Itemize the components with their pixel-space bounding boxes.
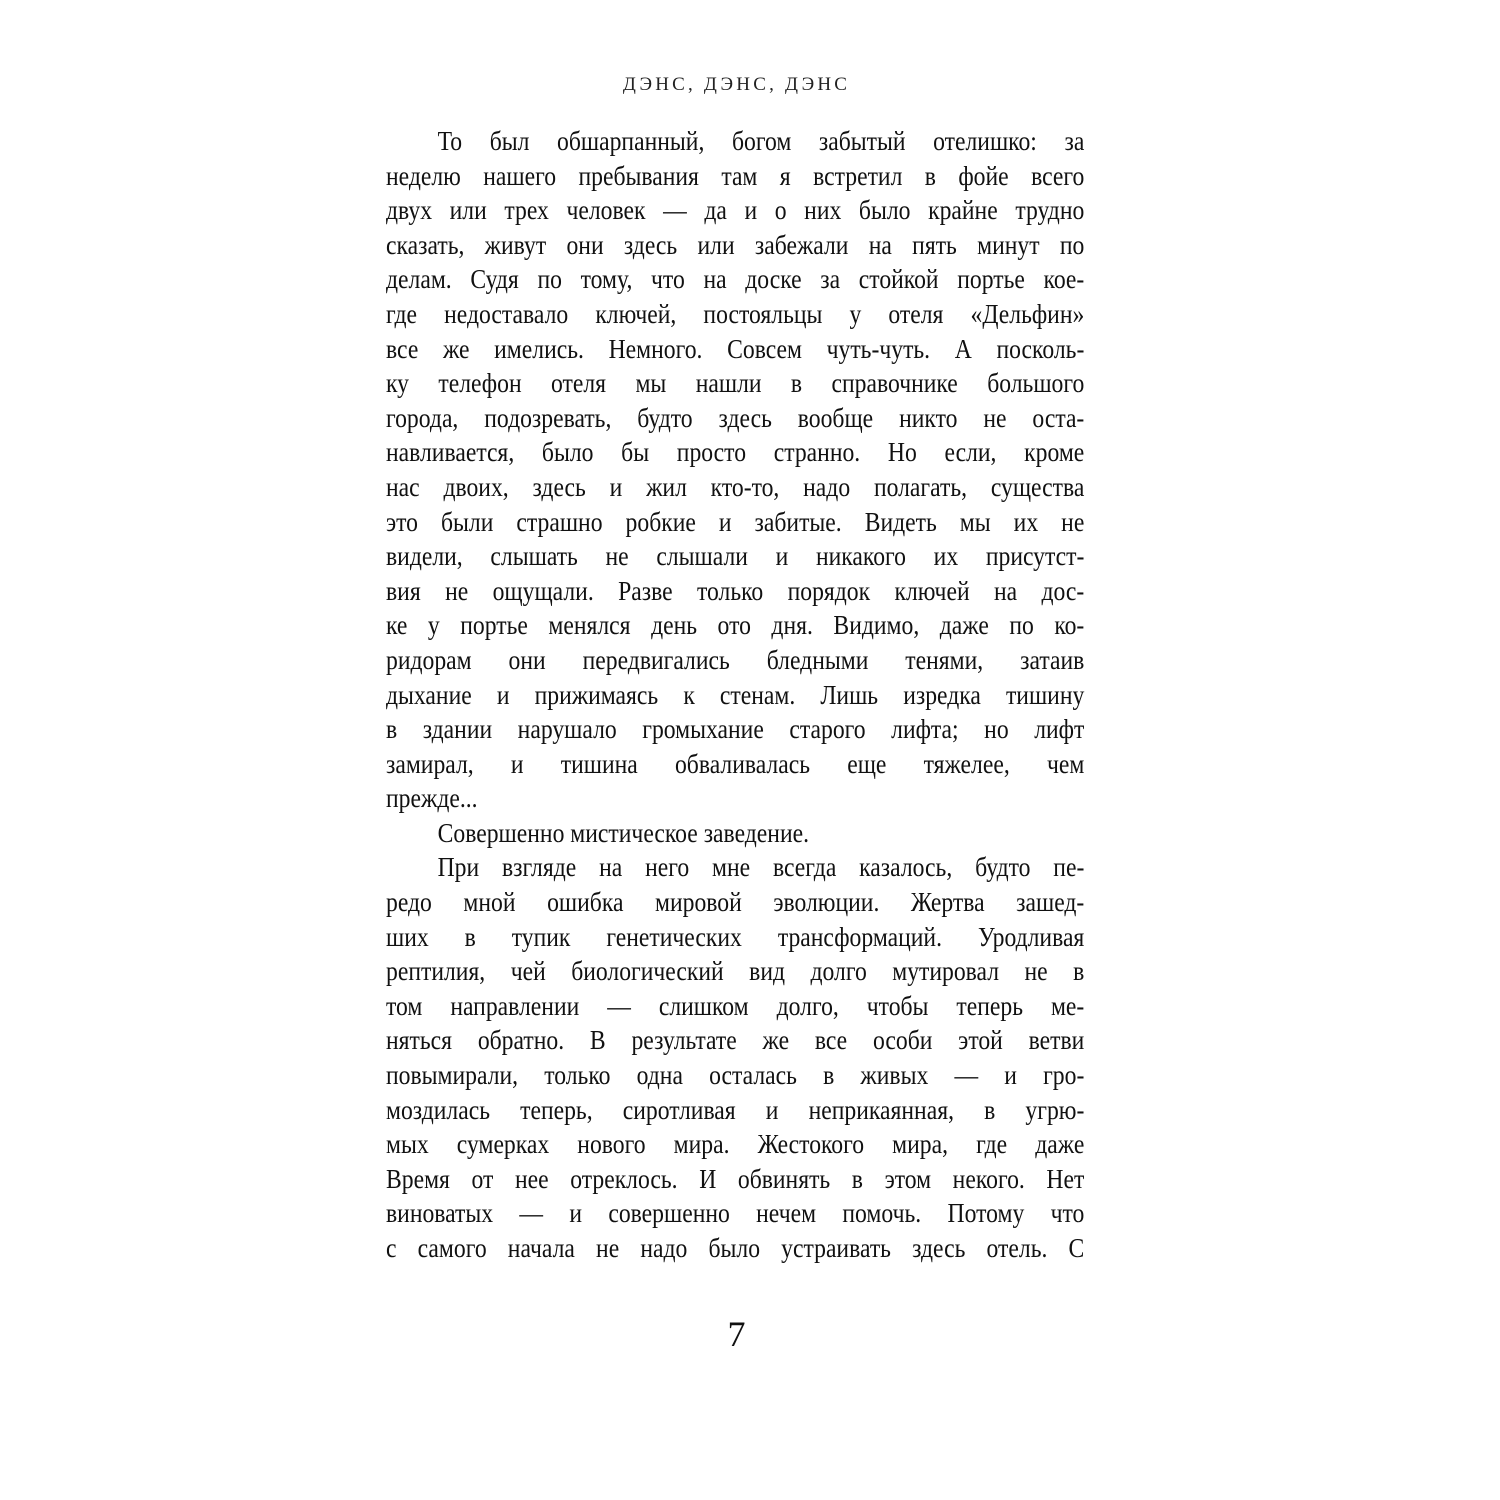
page-number: 7 — [727, 1314, 746, 1354]
text-line: с самого начала не надо было устраивать здесь отель. С — [386, 1232, 1085, 1263]
text-line: ридорам они передвигались бледными тенями, затаив — [386, 643, 1085, 675]
text-line: нас двоих, здесь и жил кто-то, надо полагать, существа — [386, 470, 1085, 502]
text-line: где недоставало ключей, постояльцы у отеля «Дельфин» — [386, 297, 1085, 329]
text-line: ку телефон отеля мы нашли в справочнике большого — [386, 367, 1085, 399]
text-line: ке у портье менялся день ото дня. Видимо, даже по ко- — [386, 609, 1085, 641]
text-line: дыхание и прижимаясь к стенам. Лишь изредка тишину — [386, 678, 1085, 710]
text-line: прежде... — [386, 782, 478, 814]
text-line: двух или трех человек — да и о них было крайне трудно — [386, 194, 1085, 226]
text-line: ших в тупик генетических трансформаций. Уродливая — [386, 920, 1085, 952]
running-head: ДЭНС, ДЭНС, ДЭНС — [622, 74, 851, 95]
text-line: няться обратно. В результате же все особи этой ветви — [386, 1024, 1085, 1056]
text-line: делам. Судя по тому, что на доске за стойкой портье кое- — [386, 263, 1085, 295]
text-line: том направлении — слишком долго, чтобы теперь ме- — [386, 989, 1085, 1021]
text-line: мых сумерках нового мира. Жестокого мира, где даже — [386, 1128, 1085, 1160]
text-line: все же имелись. Немного. Совсем чуть-чуть. А посколь- — [386, 332, 1085, 364]
text-line: То был обшарпанный, богом забытый отелишко: за — [437, 125, 1085, 156]
text-line: Совершенно мистическое заведение. — [437, 816, 810, 848]
text-line: в здании нарушало громыхание старого лифта; но лифт — [386, 713, 1085, 745]
text-line: Время от нее отреклось. И обвинять в этом некого. Нет — [386, 1162, 1085, 1194]
text-line: это были страшно робкие и забитые. Видеть мы их не — [386, 505, 1085, 537]
body-text — [386, 124, 1085, 1266]
text-line: моздилась теперь, сиротливая и неприкаянная, в угрю- — [386, 1093, 1085, 1125]
text-line: редо мной ошибка мировой эволюции. Жертва зашед- — [386, 886, 1085, 918]
text-line: рептилия, чей биологический вид долго мутировал не в — [386, 955, 1085, 987]
text-line: навливается, было бы просто странно. Но если, кроме — [386, 436, 1085, 468]
text-line: повымирали, только одна осталась в живых — и гро- — [386, 1059, 1085, 1091]
text-line: города, подозревать, будто здесь вообще никто не оста- — [386, 401, 1085, 433]
text-line: неделю нашего пребывания там я встретил в фойе всего — [386, 159, 1085, 191]
text-line: При взгляде на него мне всегда казалось, будто пе- — [437, 851, 1085, 883]
text-line: видели, слышать не слышали и никакого их присутст- — [386, 540, 1085, 572]
text-line: виноватых — и совершенно нечем помочь. Потому что — [386, 1197, 1085, 1229]
text-line: сказать, живут они здесь или забежали на пять минут по — [386, 228, 1085, 260]
text-line: вия не ощущали. Разве только порядок ключей на дос- — [386, 574, 1085, 606]
text-line: замирал, и тишина обваливалась еще тяжелее, чем — [386, 747, 1085, 779]
